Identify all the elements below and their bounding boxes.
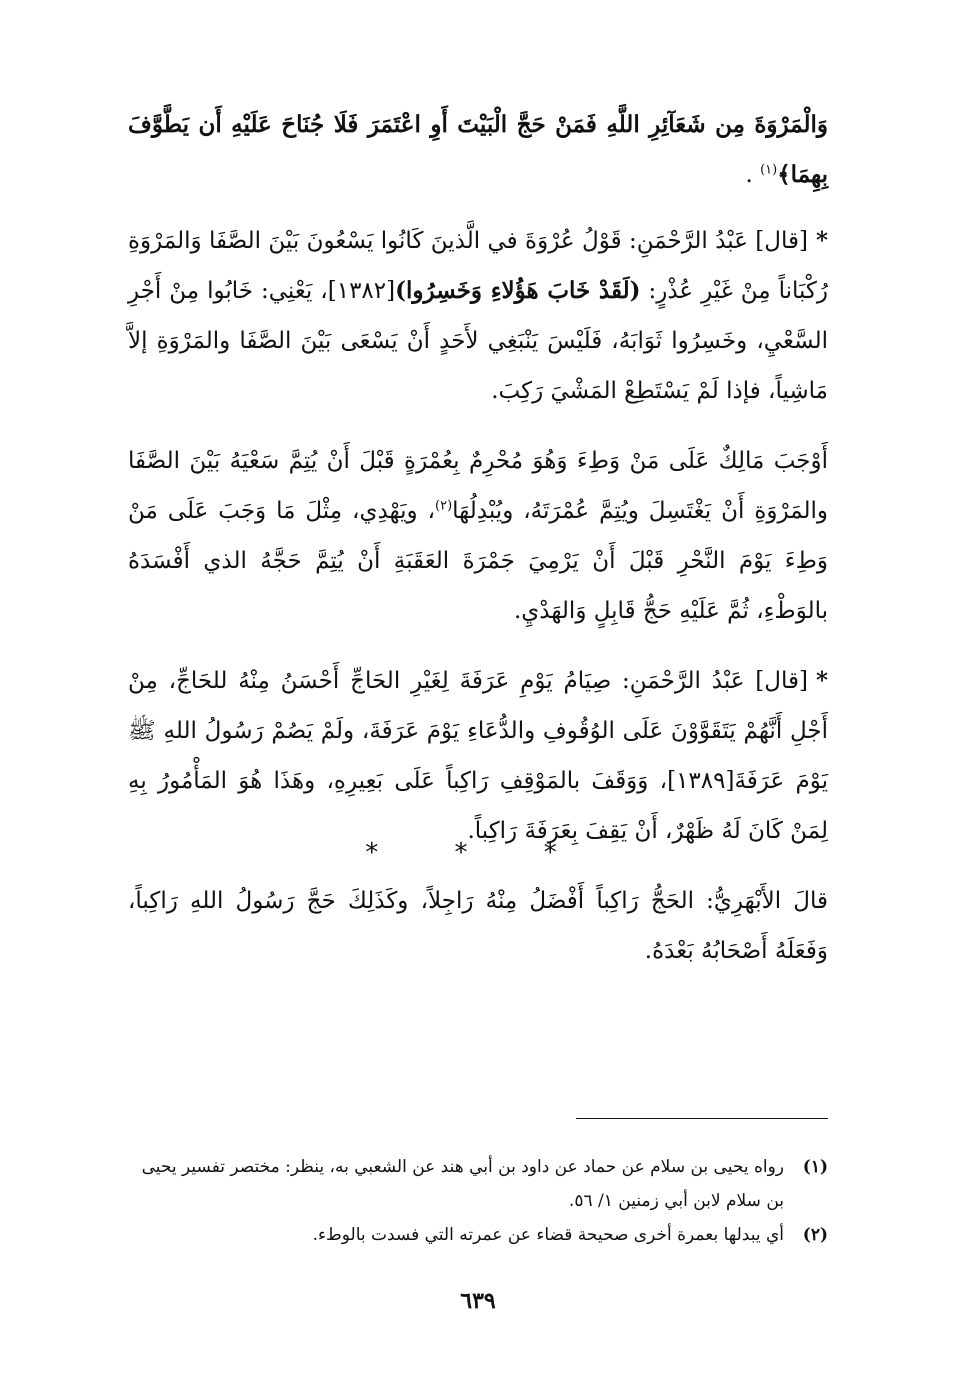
paragraph-5: [128, 876, 828, 976]
paragraph-3-text: أَوْجَبَ مَالِكٌ عَلَى مَنْ وَطِءَ وَهُوَ مُحْرِمٌ بِعُمْرَةٍ قَبْلَ أَنْ يُتِمَّ سَعْيَهُ بَيْنَ الصَّفَا والمَرْوَةِ أَنْ يَغْتَسِلَ ويُتِمَّ عُمْرَتَهُ، ويُبْدِلُهَا: [128, 448, 828, 524]
page-number: ٦٣٩: [460, 1288, 496, 1314]
paragraph-2-tail: ، يَعْنِي: خَابُوا مِنْ أَجْرِ السَّعْيِ، وخَسِرُوا ثَوَابَهُ، فَلَيْسَ يَنْبَغِي لأَحَدٍ أَنْ يَسْعَى بَيْنَ الصَّفَا والمَرْوَةِ إلاَّ مَاشِياً، فإذا لَمْ يَسْتَطِعْ المَشْيَ رَكِبَ.: [128, 278, 828, 404]
reference-number: [١٣٨٩]: [667, 768, 735, 794]
paragraph-4: [128, 656, 828, 856]
footnote-2: [128, 1218, 828, 1252]
footnote-text: رواه يحيى بن سلام عن حماد عن داود بن أبي هند عن الشعبي به، ينظر: مختصر تفسير يحيى بن سلام لابن أبي زمنين ١/ ٥٦.: [141, 1157, 784, 1211]
paragraph-1: [128, 100, 828, 200]
paragraph-2: [128, 216, 828, 416]
footnote-marker-1[interactable]: (١): [760, 162, 778, 178]
paragraph-5-text: قالَ الأَبْهَرِيُّ: الحَجُّ رَاكِباً أَفْضَلُ مِنْهُ رَاجِلاً، وكَذَلِكَ حَجَّ رَسُولُ اللهِ رَاكِباً، وَفَعَلَهُ أَصْحَابُهُ بَعْدَهُ.: [128, 888, 828, 964]
footnote-number: (٢): [802, 1225, 828, 1245]
paragraph-4-tail: ، وَوَقَفَ بالمَوْقِفِ رَاكِباً عَلَى بَعِيرِهِ، وهَذَا هُوَ المَأْمُورُ بِهِ لِمَنْ كَانَ لَهُ ظَهْرٌ، أَنْ يَقِفَ بِعَرَفَةَ رَاكِباً.: [128, 768, 828, 844]
paragraph-4-text: [قال] عَبْدُ الرَّحْمَنِ: صِيَامُ يَوْمِ عَرَفَةَ لِغَيْرِ الحَاجِّ أَحْسَنُ مِنْهُ للحَاجِّ، مِنْ أَجْلِ أَنَّهُمْ يَتَقَوَّوْنَ عَلَى الوُقُوفِ والدُّعَاءِ يَوْمَ عَرَفَةَ، ولَمْ يَصُمْ رَسُولُ اللهِ ﷺ يَوْمَ عَرَفَةَ: [128, 668, 828, 794]
paragraph-2-text: [قال] عَبْدُ الرَّحْمَنِ: قَوْلُ عُرْوَةَ في الَّذينَ كَانُوا يَسْعُونَ بَيْنَ الصَّفَا وَالمَرْوَةِ رُكْبَاناً مِنْ غَيْرِ عُذْرٍ:: [128, 228, 828, 304]
footnote-marker-2[interactable]: (٢): [435, 498, 453, 514]
bullet-star: *: [815, 227, 828, 254]
footnote-1: [128, 1150, 828, 1218]
quran-verse-text: وَالْمَرْوَةَ مِن شَعَآئِرِ اللَّهِ فَمَنْ حَجَّ الْبَيْتَ أَوِ اعْتَمَرَ فَلَا جُنَاحَ عَلَيْهِ أَن يَطَّوَّفَ بِهِمَا﴾: [128, 111, 828, 188]
footnote-number: (١): [802, 1157, 828, 1177]
bullet-star: *: [815, 667, 828, 694]
paragraph-3-tail: ، ويَهْدِي، مِثْلَ مَا وَجَبَ عَلَى مَنْ وَطِءَ يَوْمَ النَّحْرِ قَبْلَ أَنْ يَرْمِيَ جَمْرَةَ العَقَبَةِ أَنْ يُتِمَّ حَجَّهُ الذي أَفْسَدَهُ بالوَطْءِ، ثُمَّ عَلَيْهِ حَجُّ قَابِلٍ وَالهَدْيِ.: [128, 498, 828, 624]
paragraph-3: [128, 436, 828, 636]
paragraph-1-tail: .: [745, 162, 761, 188]
footnote-separator-line: [576, 1118, 828, 1119]
section-divider: * * *: [365, 838, 591, 868]
footnotes: [128, 1150, 828, 1252]
quran-quote: (لَقَدْ خَابَ هَؤُلاءِ وَخَسِرُوا): [395, 277, 641, 304]
footnote-text: أي يبدلها بعمرة أخرى صحيحة قضاء عن عمرته التي فسدت بالوطء.: [312, 1225, 784, 1245]
reference-number: [١٣٨٢]: [327, 278, 396, 304]
